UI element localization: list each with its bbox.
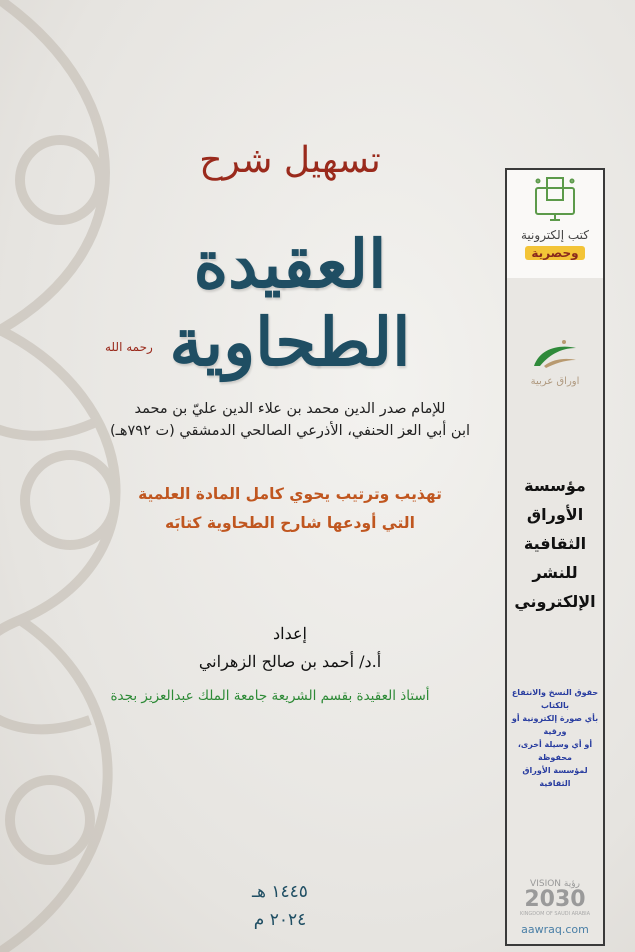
vision-country: KINGDOM OF SAUDI ARABIA: [519, 911, 591, 917]
publisher-name: [507, 471, 603, 616]
book-title: العقيدة الطحاوية: [169, 225, 411, 381]
ebooks-logo-text: كتب إلكترونية: [521, 228, 589, 242]
description-block: [90, 480, 490, 538]
preparer-block: [90, 620, 490, 676]
prepared-label: إعداد: [273, 624, 307, 643]
publisher-sidebar: [505, 168, 605, 946]
rights-line: حقوق النسخ والانتفاع بالكتاب: [511, 688, 599, 710]
publisher-line: للنشر: [532, 563, 578, 582]
vision-label: VISION رؤية: [530, 879, 580, 889]
date-gregorian: ٢٠٢٤ م: [253, 910, 307, 930]
rights-line: أو أي وسيلة أخرى، محفوظة: [517, 740, 593, 762]
rights-line: لمؤسسة الأوراق الثقافية: [522, 766, 588, 788]
vision-year: 2030: [524, 887, 586, 912]
author-line: ابن أبي العز الحنفي، الأذرعي الصالحي الدمشقي (ت ٧٩٢هـ): [109, 423, 471, 439]
awraq-logo: [507, 338, 603, 387]
author-line: للإمام صدر الدين محمد بن علاء الدين عليّ بن محمد: [134, 401, 446, 417]
book-subtitle: تسهيل شرح: [199, 140, 381, 181]
description-line: تهذيب وترتيب يحوي كامل المادة العلمية: [138, 485, 442, 503]
preparer-title: أستاذ العقيدة بقسم الشريعة جامعة الملك عبدالعزيز بجدة: [110, 688, 430, 704]
dates: [250, 878, 310, 934]
awraq-logo-text: اوراق عربية: [530, 376, 580, 387]
preparer-name: أ.د/ أحمد بن صالح الزهراني: [198, 652, 382, 671]
publisher-line: الأوراق: [526, 505, 584, 524]
publisher-line: مؤسسة: [524, 476, 586, 495]
awraq-leaf-icon: [530, 338, 580, 370]
ebooks-logo-badge: وحصرية: [525, 246, 584, 260]
honorific: رحمه الله: [105, 340, 153, 354]
description-line: التي أودعها شارح الطحاوية كتابَه: [165, 514, 415, 532]
computer-book-icon: [532, 176, 578, 224]
vision-2030-logo: [507, 879, 603, 936]
copyright-notice: [507, 686, 603, 790]
date-hijri: ١٤٤٥ هـ: [252, 882, 308, 902]
author-block: [90, 398, 490, 442]
ebooks-logo: [507, 170, 603, 278]
publisher-line: الثقافية: [523, 534, 587, 553]
rights-line: بأي صورة إلكترونية أو ورقية: [511, 714, 599, 736]
publisher-line: الإلكتروني: [514, 592, 596, 611]
website-link[interactable]: aawraq.com: [521, 923, 589, 936]
